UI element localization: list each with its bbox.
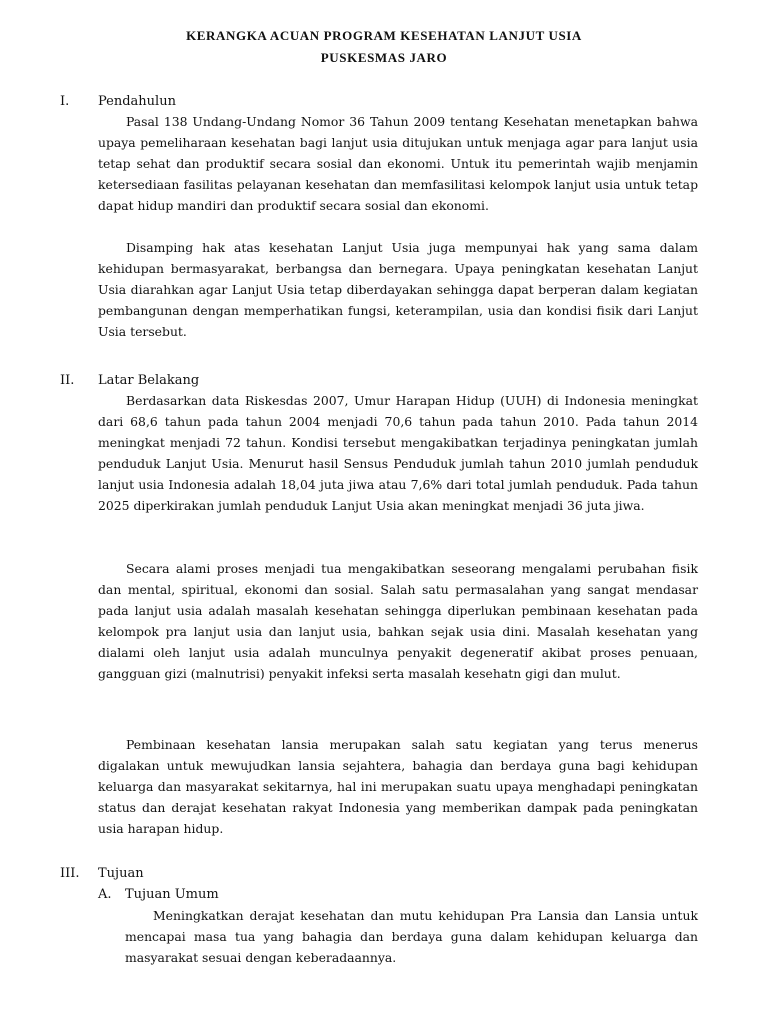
subsection-a-heading: Tujuan Umum	[125, 887, 219, 902]
section-1-heading: Pendahulun	[98, 94, 176, 109]
section-2-paragraph-3: Pembinaan kesehatan lansia merupakan salah satu kegiatan yang terus menerus digalakan untuk mewujudkan lansia sejahtera, bahagia dan berdaya guna bagi kehidupan keluarga dan masyarakat sekitarnya, hal ini merupakan suatu upaya menghadapi peningkatan status dan derajat kesehatan rakyat Indonesia yang memberikan dampak pada peningkatan usia harapan hidup.	[98, 737, 698, 836]
section-3-heading: Tujuan	[98, 866, 144, 881]
section-2-number: II.	[60, 373, 75, 388]
section-2-heading: Latar Belakang	[98, 373, 200, 388]
section-3-number: III.	[60, 866, 80, 881]
subsection-a-paragraph: Meningkatkan derajat kesehatan dan mutu kehidupan Pra Lansia dan Lansia untuk mencapai masa tua yang bahagia dan berdaya guna dalam kehidupan keluarga dan masyarakat sesuai dengan keberadaannya.	[125, 908, 698, 965]
section-1-number: I.	[60, 94, 70, 109]
document-subtitle: PUSKESMAS JARO	[320, 50, 448, 65]
subsection-a-label: A.	[98, 887, 112, 902]
section-2-paragraph-2: Secara alami proses menjadi tua mengakibatkan seseorang mengalami perubahan fisik dan mental, spiritual, ekonomi dan sosial. Salah satu permasalahan yang sangat mendasar pada lanjut usia adalah masalah kesehatan sehingga diperlukan pembinaan kesehatan pada kelompok pra lanjut usia dan lanjut usia, bahkan sejak usia dini. Masalah kesehatan yang dialami oleh lanjut usia adalah munculnya penyakit degeneratif akibat proses penuaan, gangguan gizi (malnutrisi) penyakit infeksi serta masalah kesehatn gigi dan mulut.	[98, 561, 698, 681]
section-2-paragraph-1: Berdasarkan data Riskesdas 2007, Umur Harapan Hidup (UUH) di Indonesia meningkat dari 68,6 tahun pada tahun 2004 menjadi 70,6 tahun pada tahun 2010. Pada tahun 2014 meningkat menjadi 72 tahun. Kondisi tersebut mengakibatkan terjadinya peningkatan jumlah penduduk Lanjut Usia. Menurut hasil Sensus Penduduk jumlah tahun 2010 jumlah penduduk lanjut usia Indonesia adalah 18,04 juta jiwa atau 7,6% dari total jumlah penduduk. Pada tahun 2025 diperkirakan jumlah penduduk Lanjut Usia akan meningkat menjadi 36 juta jiwa.	[98, 393, 698, 513]
section-1-paragraph-1: Pasal 138 Undang-Undang Nomor 36 Tahun 2009 tentang Kesehatan menetapkan bahwa upaya pemeliharaan kesehatan bagi lanjut usia ditujukan untuk menjaga agar para lanjut usia tetap sehat dan produktif secara sosial dan ekonomi. Untuk itu pemerintah wajib menjamin ketersediaan fasilitas pelayanan kesehatan dan memfasilitasi kelompok lanjut usia untuk tetap dapat hidup mandiri dan produktif secara sosial dan ekonomi.	[98, 114, 698, 213]
document-title: KERANGKA ACUAN PROGRAM KESEHATAN LANJUT USIA	[186, 28, 582, 43]
section-1-paragraph-2: Disamping hak atas kesehatan Lanjut Usia juga mempunyai hak yang sama dalam kehidupan bermasyarakat, berbangsa dan bernegara. Upaya peningkatan kesehatan Lanjut Usia diarahkan agar Lanjut Usia tetap diberdayakan sehingga dapat berperan dalam kegiatan pembangunan dengan memperhatikan fungsi, keterampilan, usia dan kondisi fisik dari Lanjut Usia tersebut.	[98, 240, 698, 339]
